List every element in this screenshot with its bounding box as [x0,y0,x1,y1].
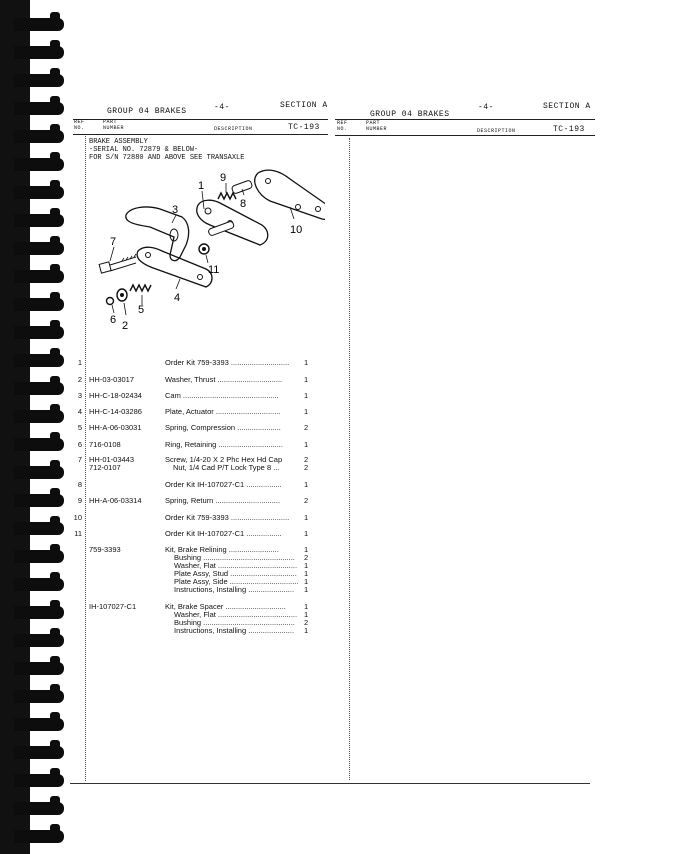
binding-ring [14,522,64,535]
left-header-rule-2 [73,134,328,135]
kit-line: Washer, Flat ...................................... [174,610,298,619]
row-desc: Order Kit 759-3393 ............................ [165,358,290,367]
row-qty: 1 [304,480,309,489]
row-part: HH-C-18-02434 [89,391,142,400]
callout-7: 7 [110,236,117,248]
right-col-part: PART NUMBER [366,120,388,132]
left-page-number: -4- [214,103,230,112]
part-7-bolt [99,254,136,273]
brake-exploded-diagram [90,165,325,345]
row-qty: 1 [304,407,309,416]
kit-line: Kit, Brake Spacer ............................. [165,602,286,611]
row-desc: Ring, Retaining ............................... [165,440,283,449]
kit-line: Bushing ............................................ [174,553,295,562]
row-part: HH-A-06-03031 [89,423,142,432]
binding-ring [14,802,64,815]
binding-ring [14,662,64,675]
assembly-note: FOR S/N 72880 AND ABOVE SEE TRANSAXLE [89,154,245,162]
kit-qty: 1 [304,610,309,619]
row-part: 716-0108 [89,440,121,449]
left-ref-column-line [85,136,86,781]
part-9-spring [218,193,236,199]
row-part: HH-A-06-03314 [89,496,142,505]
kit-line: Plate Assy, Side ................................. [174,577,299,586]
page-bottom-rule [70,783,590,784]
binding-ring [14,74,64,87]
assembly-serial: -SERIAL NO. 72879 & BELOW- [89,146,199,154]
binding-ring [14,130,64,143]
right-section: SECTION A [543,102,591,111]
right-col-ref: REF NO. [337,120,348,132]
row-desc: Order Kit 759-3393 ............................ [165,513,290,522]
binding-ring [14,634,64,647]
binding-ring [14,466,64,479]
row-desc: Plate, Actuator ............................... [165,407,281,416]
row-part: HH-03-03017 [89,375,135,384]
binding-ring [14,242,64,255]
kit-qty: 1 [304,602,309,611]
part-6-ring [107,298,114,305]
binding-ring [14,606,64,619]
kit-qty: 1 [304,577,309,586]
binding-ring [14,438,64,451]
binding-ring [14,690,64,703]
kit-line: Bushing ............................................ [174,618,295,627]
binding-ring [14,186,64,199]
right-group-title: GROUP 04 BRAKES [370,110,450,119]
row-desc: Nut, 1/4 Cad P/T Lock Type 8 ... [173,463,280,472]
callout-11: 11 [208,264,220,276]
left-col-desc: DESCRIPTION [214,126,253,132]
row-ref: 8 [77,480,82,489]
row-ref: 10 [73,513,82,522]
row-ref: 4 [77,407,82,416]
kit-qty: 2 [304,618,309,627]
row-qty: 2 [304,423,309,432]
binding-ring [14,270,64,283]
callout-3: 3 [172,204,179,216]
kit-part-number: 759-3393 [89,545,121,554]
kit-qty: 1 [304,585,309,594]
right-col-desc: DESCRIPTION [477,128,516,134]
callout-4: 4 [174,292,181,304]
kit-qty: 1 [304,569,309,578]
binding-ring [14,718,64,731]
left-col-ref: REF NO. [74,119,85,131]
row-qty: 1 [304,375,309,384]
part-5-spring [130,285,151,291]
binding-ring [14,578,64,591]
kit-qty: 2 [304,553,309,562]
part-8-pin [231,180,253,194]
row-qty: 1 [304,391,309,400]
row-ref: 5 [77,423,82,432]
left-section: SECTION A [280,101,328,110]
row-ref: 1 [77,358,82,367]
kit-part-number: IH-107027-C1 [89,602,137,611]
row-part: HH-C-14-03286 [89,407,142,416]
kit-qty: 1 [304,626,309,635]
part-11-washer [199,244,209,254]
row-ref: 7 [77,455,82,464]
binding-ring [14,326,64,339]
kit-line: Washer, Flat ...................................... [174,561,298,570]
row-desc: Spring, Compression ..................... [165,423,281,432]
row-desc: Spring, Return ............................... [165,496,281,505]
binding-ring [14,494,64,507]
kit-line: Instructions, Installing ...................... [174,626,295,635]
row-part: 712-0107 [89,463,121,472]
binding-ring [14,298,64,311]
right-ref-column-line [349,138,350,780]
binding-ring [14,410,64,423]
row-ref: 3 [77,391,82,400]
row-desc: Order Kit IH-107027-C1 ................. [165,480,282,489]
callout-1: 1 [198,180,205,192]
binding-ring [14,830,64,843]
callout-8: 8 [240,198,247,210]
callout-9: 9 [220,172,227,184]
row-qty: 1 [304,529,309,538]
row-qty: 1 [304,440,309,449]
spiral-binding [0,0,70,854]
kit-qty: 1 [304,545,309,554]
row-qty: 2 [304,455,309,464]
row-desc: Cam .............................................. [165,391,279,400]
kit-line: Kit, Brake Relining ........................ [165,545,279,554]
callout-2: 2 [122,320,129,332]
binding-ring [14,18,64,31]
assembly-title: BRAKE ASSEMBLY [89,138,148,146]
right-code: TC-193 [553,125,585,134]
binding-ring [14,102,64,115]
part-3-cam [126,207,189,261]
binding-ring [14,46,64,59]
part-10-plate [255,170,325,219]
row-ref: 11 [74,529,82,538]
row-ref: 9 [77,496,82,505]
row-qty: 1 [304,358,309,367]
left-code: TC-193 [288,123,320,132]
left-group-title: GROUP 04 BRAKES [107,107,187,116]
row-part: HH-01-03443 [89,455,135,464]
row-ref: 6 [77,440,82,449]
row-ref: 2 [77,375,82,384]
row-qty: 1 [304,513,309,522]
right-page-number: -4- [478,103,494,112]
left-col-part: PART NUMBER [103,119,125,131]
binding-ring [14,214,64,227]
binding-ring [14,354,64,367]
callout-10: 10 [290,224,303,236]
kit-qty: 1 [304,561,309,570]
callout-5: 5 [138,304,145,316]
row-desc: Order Kit IH-107027-C1 ................. [165,529,282,538]
row-desc: Washer, Thrust ............................... [165,375,283,384]
row-desc: Screw, 1/4-20 X 2 Phc Hex Hd Cap [165,455,283,464]
callout-6: 6 [110,314,117,326]
right-header-rule-2 [335,135,595,136]
binding-ring [14,382,64,395]
row-qty: 2 [304,463,309,472]
binding-ring [14,550,64,563]
part-2-washer [117,289,127,301]
kit-line: Instructions, Installing ...................... [174,585,295,594]
kit-line: Plate Assy, Stud ................................ [174,569,297,578]
binding-ring [14,158,64,171]
binding-ring [14,746,64,759]
row-qty: 2 [304,496,309,505]
binding-ring [14,774,64,787]
